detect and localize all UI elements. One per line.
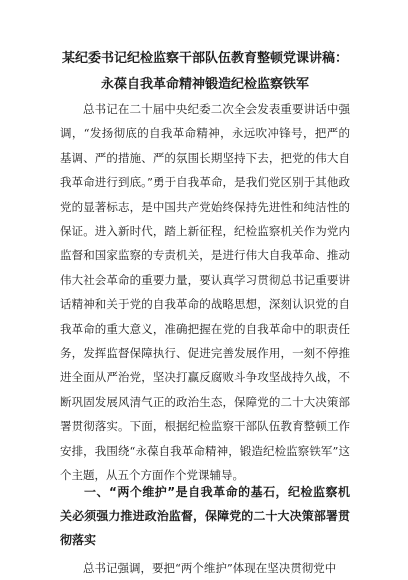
- body-paragraph-intro: 总书记在二十届中央纪委二次全会发表重要讲话中强调，“发扬彻底的自我革命精神，永远吹冲锋号，把严的基调、严的措施、严的氛围长期坚持下去，把党的伟大自我革命进行到底。”勇于自我革命，是我们党区别于其他政党的显著标志，是中国共产党始终保持先进性和纯洁性的保证。进入新时代，踏上新征程，纪检监察机关作为党内监督和国家监察的专责机关，是进行伟大自我革命、推动伟大社会革命的重要力量，要认真学习贯彻总书记重要讲话精神和关于党的自我革命的战略思想，深刻认识党的自我革命的重大意义，准确把握在党的自我革命中的职责任务，发挥监督保障执行、促进完善发展作用，一刻不停推进全面从严治党，坚决打赢反腐败斗争攻坚战持久战，不断巩固发展风清气正的政治生态，保障党的二十大决策部署贯彻落实。下面，根据纪检监察干部队伍教育整顿工作安排，我围绕“永葆自我革命精神，锻造纪检监察铁军”这个主题，从五个方面作个党课辅导。: [60, 102, 350, 483]
- section-heading-1: 一、“两个维护”是自我革命的基石，纪检监察机关必须强力推进政治监督，保障党的二十大决策部署贯彻落实: [60, 485, 350, 547]
- body-paragraph-section-1: 总书记强调，要把“两个维护”体现在坚决贯彻党中: [83, 561, 337, 575]
- document-title: 某纪委书记纪检监察干部队伍教育整顿党课讲稿：永葆自我革命精神锻造纪检监察铁军: [61, 51, 348, 92]
